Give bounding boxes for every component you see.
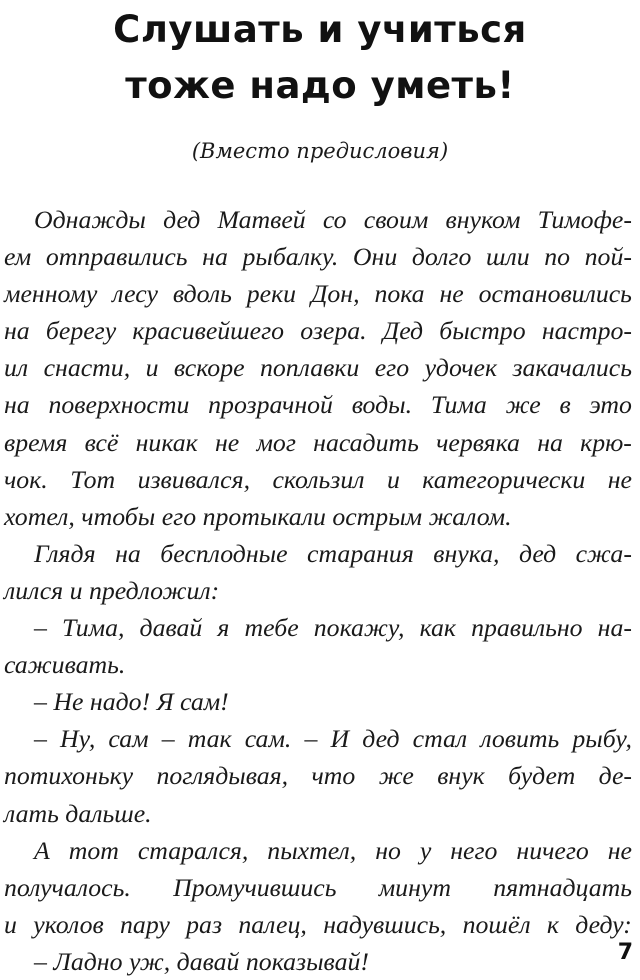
chapter-subtitle: (Вместо предисловия) xyxy=(191,139,449,163)
text-line: – Тима, давай я тебе покажу, как правильно на- xyxy=(34,613,632,643)
text-line: ил снасти, и вскоре поплавки его удочек закачались xyxy=(4,353,632,383)
text-line: Глядя на бесплодные старания внука, дед сжа- xyxy=(34,538,632,568)
text-line: саживать. xyxy=(4,650,126,680)
text-line: на берегу красивейшего озера. Дед быстро настро- xyxy=(4,316,632,346)
text-line: лать дальше. xyxy=(4,798,152,828)
text-line: менному лесу вдоль реки Дон, пока не остановились xyxy=(4,279,632,309)
text-line: – Ладно уж, давай показывай! xyxy=(34,946,369,976)
text-line: А тот старался, пыхтел, но у него ничего не xyxy=(34,835,632,865)
text-line: ем отправились на рыбалку. Они долго шли по пой- xyxy=(4,242,632,272)
text-line: получалось. Промучившись минут пятнадцать xyxy=(4,872,632,902)
chapter-title-line-1: Слушать и учиться xyxy=(113,8,527,51)
text-line: потихоньку поглядывая, что же внук будет де- xyxy=(4,761,632,791)
text-line: – Не надо! Я сам! xyxy=(34,687,229,717)
text-line: чок. Тот извивался, скользил и категорически не xyxy=(4,464,632,494)
text-line: лился и предложил: xyxy=(4,575,220,605)
text-line: и уколов пару раз палец, надувшись, пошёл к деду: xyxy=(4,909,632,939)
text-line: хотел, чтобы его протыкали острым жалом. xyxy=(4,501,512,531)
text-line: – Ну, сам – так сам. – И дед стал ловить рыбу, xyxy=(34,724,632,754)
chapter-title xyxy=(0,2,640,114)
text-line: Однажды дед Матвей со своим внуком Тимофе- xyxy=(34,205,632,234)
body-text xyxy=(4,201,632,980)
page-number: 7 xyxy=(617,940,633,965)
chapter-title-line-2: тоже надо уметь! xyxy=(125,64,515,107)
text-line: время всё никак не мог насадить червяка на крю- xyxy=(4,427,632,457)
text-line: на поверхности прозрачной воды. Тима же в это xyxy=(4,390,632,420)
